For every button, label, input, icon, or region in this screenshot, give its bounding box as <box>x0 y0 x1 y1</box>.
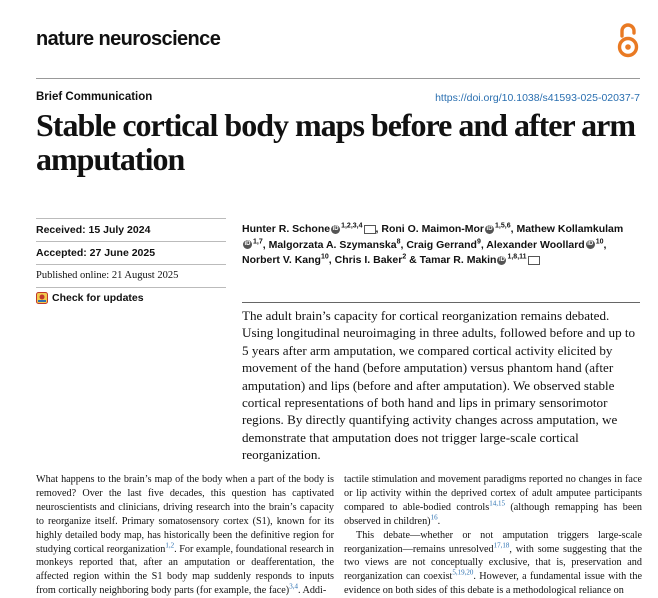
citation[interactable]: 16 <box>430 513 438 522</box>
check-for-updates-label: Check for updates <box>52 292 144 304</box>
author-affiliation: 2 <box>402 253 407 261</box>
author-affiliation: 1,7 <box>253 238 263 245</box>
author[interactable] <box>242 254 335 266</box>
body-text: What happens to the brain’s map of the body when a part of the body is removed? Over the last five decades, this question has captivated neuroscientists and clinicians, driving research into the brain’s capacity to reorganize itself. Primary somatosensory cortex (S1), known for its highly detailed body map, has historically been the definitive region for studying cortical reorganization <box>36 474 334 555</box>
author-name: Chris I. Baker <box>334 254 403 266</box>
author-name: Hunter R. Schone <box>242 223 331 235</box>
author[interactable] <box>335 254 417 266</box>
author-affiliation: 9 <box>476 238 481 245</box>
author-name: Craig Gerrand <box>406 238 477 251</box>
published-date: Published online: 21 August 2025 <box>36 270 179 281</box>
author-affiliation: 1,2,3,4 <box>341 222 363 230</box>
abstract-divider <box>242 302 640 303</box>
orcid-icon[interactable]: iD <box>486 225 493 232</box>
author-name: Roni O. Maimon-Mor <box>381 223 485 235</box>
article-type: Brief Communication <box>36 91 153 103</box>
email-icon[interactable] <box>528 256 540 265</box>
orcid-icon[interactable]: iD <box>332 225 339 232</box>
body-text: (although remapping has been observed in children) <box>344 501 643 527</box>
orcid-icon[interactable]: iD <box>244 241 251 248</box>
author-separator: , <box>262 238 269 251</box>
author[interactable] <box>406 239 483 251</box>
body-text: . For example, foundational research in monkeys reported that, after an amputation or deafferentation, the affected region within the S1 body map suddenly responds to inputs from cortically neighboring body parts (for example, the face) <box>36 543 334 597</box>
author-affiliation: 1,5,6 <box>495 222 511 230</box>
author-name: Norbert V. Kang <box>242 254 321 266</box>
author-affiliation: 8 <box>396 238 401 245</box>
open-access-lock-icon[interactable] <box>615 22 641 58</box>
author-affiliation: 1,8,11 <box>507 253 527 261</box>
author-separator: , <box>480 238 484 251</box>
citation[interactable]: 3,4 <box>289 582 298 591</box>
author-separator: , <box>328 254 335 266</box>
body-paragraph <box>344 473 642 529</box>
author-separator: , <box>510 223 514 235</box>
author[interactable] <box>242 223 381 235</box>
abstract: The adult brain’s capacity for cortical reorganization remains debated. Using longitudinal neuroimaging in three adults, followed before and up to 5 years after arm amputation, we compared cortical activity elicited by movement of the hand (before amputation) versus phantom hand (after amputation) and lips (before and after amputation). We observed stable cortical representations of both hand and lips in primary sensorimotor regions. By directly quantifying activity changes across amputation, we demonstrate that amputation does not trigger large-scale cortical reorganization. <box>242 308 636 463</box>
citation[interactable]: 14,15 <box>489 499 505 508</box>
author-name: Mathew Kollamkulam <box>516 223 624 235</box>
author[interactable] <box>420 254 540 266</box>
doi-link[interactable]: https://doi.org/10.1038/s41593-025-02037-7 <box>435 92 640 104</box>
author[interactable] <box>486 239 606 251</box>
body-text: tactile stimulation and movement paradigms reported no changes in face or lip activity within the deprived cortex of adult amputee participants compared to able-bodied controls <box>344 474 642 513</box>
meta-divider <box>36 218 226 219</box>
email-icon[interactable] <box>364 225 376 234</box>
author-separator: , <box>603 238 607 251</box>
author-separator: , <box>375 223 382 235</box>
check-for-updates-button[interactable] <box>36 292 144 304</box>
author-affiliation: 10 <box>595 238 604 245</box>
author-name: Tamar R. Makin <box>419 254 497 266</box>
author-affiliation: 10 <box>320 253 329 261</box>
received-date: Received: 15 July 2024 <box>36 224 151 236</box>
body-text: , with some suggesting that the two views are not conceptually exclusive, that is, preservation and reorganization can coexist <box>344 543 642 583</box>
body-text: This debate—whether or not amputation triggers large-scale reorganization—remains unresolved <box>344 529 642 555</box>
body-text: . However, a fundamental issue with the evidence on both sides of this debate is a methodological reliance on <box>344 571 642 597</box>
meta-divider <box>36 287 226 288</box>
journal-name: nature neuroscience <box>36 28 221 50</box>
accepted-date: Accepted: 27 June 2025 <box>36 247 156 259</box>
body-paragraph <box>344 529 642 598</box>
author[interactable] <box>381 223 513 235</box>
author[interactable] <box>269 239 407 251</box>
check-for-updates-icon <box>36 292 48 304</box>
author-separator: & <box>406 254 417 266</box>
meta-divider <box>36 241 226 242</box>
header-divider <box>36 78 640 79</box>
article-title: Stable cortical body maps before and after arm amputation <box>36 107 635 177</box>
author-name: Alexander Woollard <box>486 238 585 251</box>
meta-divider <box>36 264 226 265</box>
author-list <box>242 222 632 269</box>
orcid-icon[interactable]: iD <box>498 256 505 263</box>
citation[interactable]: 5,19,20 <box>452 568 474 577</box>
body-column-right <box>344 473 642 598</box>
citation[interactable]: 17,18 <box>493 541 510 550</box>
author-name: Malgorzata A. Szymanska <box>268 238 397 251</box>
author-separator: , <box>400 238 407 251</box>
citation[interactable]: 1,2 <box>165 541 175 550</box>
body-text: . <box>437 515 441 527</box>
orcid-icon[interactable]: iD <box>587 241 594 248</box>
body-column-left <box>36 473 334 598</box>
body-text: . Addi- <box>297 585 327 597</box>
